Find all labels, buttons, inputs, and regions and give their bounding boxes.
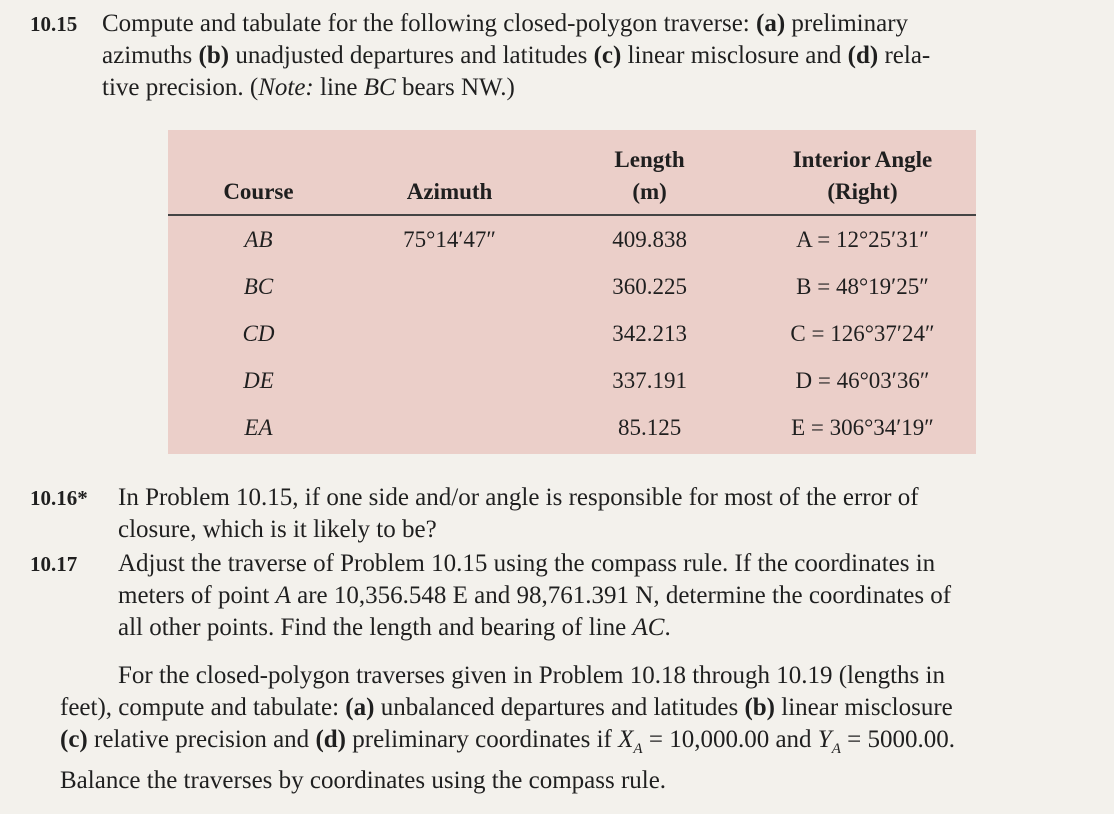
cell-azimuth: 75°14′47″ — [403, 226, 496, 252]
table-row — [168, 310, 976, 357]
problem-number: 10.17 — [30, 552, 78, 576]
problem-number: 10.15 — [30, 12, 78, 36]
problem-text — [118, 548, 1074, 644]
text-line: all other points. Find the length and bearing of line AC. — [118, 614, 671, 641]
header-course: Course — [223, 179, 294, 204]
text-line: Compute and tabulate for the following closed-polygon traverse: (a) preliminary — [102, 10, 909, 37]
text-line: Adjust the traverse of Problem 10.15 using the compass rule. If the coordinates in — [118, 550, 936, 577]
problem-10-17 — [30, 548, 1074, 644]
cell-course: EA — [244, 414, 273, 440]
problem-number: 10.16* — [30, 486, 88, 510]
table-row — [168, 404, 976, 451]
cell-length: 409.838 — [612, 226, 687, 252]
table-row — [168, 357, 976, 404]
traverse-table-panel — [168, 130, 976, 454]
text-line: In Problem 10.15, if one side and/or angle is responsible for most of the error of — [118, 484, 919, 511]
header-length: Length (m) — [614, 147, 685, 204]
cell-length: 342.213 — [612, 320, 687, 346]
header-interior-angle: Interior Angle (Right) — [792, 147, 933, 204]
problem-10-16 — [30, 482, 1074, 546]
text-line: (c) relative precision and (d) preliminary coordinates if $X_A = 10,000.00$ and $Y_A = 5000.00$. — [60, 726, 955, 757]
cell-angle: E = 306°34′19″ — [791, 414, 934, 440]
text-line: Balance the traverses by coordinates using the compass rule. — [60, 767, 667, 794]
cell-length: 360.225 — [612, 273, 687, 299]
cell-length: 85.125 — [617, 414, 682, 440]
text-line: feet), compute and tabulate: (a) unbalanced departures and latitudes (b) linear misclosure — [60, 694, 953, 721]
text-line: azimuths (b) unadjusted departures and latitudes (c) linear misclosure and (d) rela- — [102, 42, 931, 69]
cell-azimuth — [349, 404, 550, 451]
cell-course: BC — [243, 273, 274, 299]
header-azimuth: Azimuth — [406, 179, 493, 204]
cell-angle: A = 12°25′31″ — [796, 226, 929, 252]
cell-course: DE — [243, 367, 274, 393]
cell-course: AB — [244, 226, 273, 252]
cell-angle: C = 126°37′24″ — [790, 320, 935, 346]
table-row — [168, 215, 976, 263]
problem-text — [102, 8, 1074, 104]
text-line: meters of point A are 10,356.548 E and 98,761.391 N, determine the coordinates of — [118, 582, 952, 609]
table-header-row — [168, 130, 976, 215]
table-row — [168, 263, 976, 310]
text-line: closure, which is it likely to be? — [118, 516, 437, 543]
problem-text — [118, 482, 1074, 546]
cell-azimuth — [349, 310, 550, 357]
cell-azimuth — [349, 357, 550, 404]
traverse-table — [168, 130, 976, 451]
cell-length: 337.191 — [612, 367, 687, 393]
cell-course: CD — [242, 320, 275, 346]
problem-10-15 — [30, 8, 1074, 104]
cell-angle: B = 48°19′25″ — [796, 273, 929, 299]
text-line: For the closed-polygon traverses given in Problem 10.18 through 10.19 (lengths in — [118, 662, 945, 689]
cell-azimuth — [349, 263, 550, 310]
problem-intro-10-18 — [60, 660, 1074, 797]
text-line: tive precision. (Note: line BC bears NW.) — [102, 74, 515, 101]
cell-angle: D = 46°03′36″ — [795, 367, 930, 393]
